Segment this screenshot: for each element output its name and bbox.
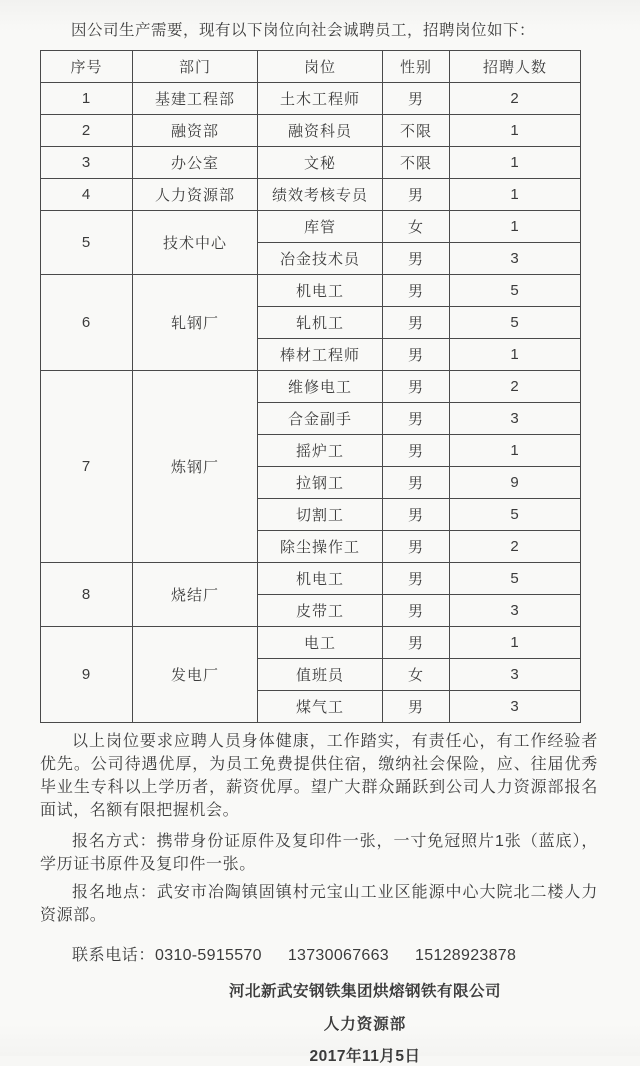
dept-cell: 办公室 bbox=[133, 147, 258, 179]
count-cell: 5 bbox=[450, 499, 581, 531]
post-cell: 维修电工 bbox=[258, 371, 383, 403]
header-cell: 招聘人数 bbox=[450, 51, 581, 83]
table-row bbox=[41, 275, 581, 307]
signature-dept: 人力资源部 bbox=[323, 1016, 407, 1033]
dept-cell: 技术中心 bbox=[133, 211, 258, 275]
dept-cell: 轧钢厂 bbox=[133, 275, 258, 371]
serial-cell: 9 bbox=[41, 627, 133, 723]
count-cell: 2 bbox=[450, 371, 581, 403]
dept-cell: 基建工程部 bbox=[133, 83, 258, 115]
gender-cell: 女 bbox=[383, 659, 450, 691]
serial-cell: 7 bbox=[41, 371, 133, 563]
dept-cell: 人力资源部 bbox=[133, 179, 258, 211]
gender-cell: 不限 bbox=[383, 115, 450, 147]
count-cell: 5 bbox=[450, 563, 581, 595]
post-cell: 库管 bbox=[258, 211, 383, 243]
post-cell: 值班员 bbox=[258, 659, 383, 691]
gender-cell: 男 bbox=[383, 275, 450, 307]
dept-cell: 融资部 bbox=[133, 115, 258, 147]
gender-cell: 女 bbox=[383, 211, 450, 243]
phone-number: 0310-5915570 bbox=[155, 947, 262, 964]
table-row bbox=[41, 115, 581, 147]
table-header-row bbox=[41, 51, 581, 83]
post-cell: 切割工 bbox=[258, 499, 383, 531]
table-row bbox=[41, 147, 581, 179]
serial-cell: 4 bbox=[41, 179, 133, 211]
gender-cell: 男 bbox=[383, 179, 450, 211]
count-cell: 1 bbox=[450, 339, 581, 371]
count-cell: 3 bbox=[450, 691, 581, 723]
post-cell: 拉钢工 bbox=[258, 467, 383, 499]
phone-number: 15128923878 bbox=[415, 947, 517, 964]
company-name: 河北新武安钢铁集团烘熔钢铁有限公司 bbox=[228, 983, 501, 1000]
dept-cell: 炼钢厂 bbox=[133, 371, 258, 563]
post-cell: 机电工 bbox=[258, 275, 383, 307]
post-cell: 土木工程师 bbox=[258, 83, 383, 115]
requirements-paragraph: 以上岗位要求应聘人员身体健康，工作踏实，有责任心，有工作经验者优先。公司待遇优厚，为员工免费提供住宿，缴纳社会保险，应、往届优秀毕业生专科以上学历者，薪资优厚。望广大群众踊跃到公司人力资源部报名面试，名额有限把握机会。 bbox=[40, 733, 598, 819]
serial-cell: 2 bbox=[41, 115, 133, 147]
count-cell: 3 bbox=[450, 403, 581, 435]
gender-cell: 男 bbox=[383, 499, 450, 531]
header-cell: 序号 bbox=[41, 51, 133, 83]
gender-cell: 男 bbox=[383, 339, 450, 371]
header-cell: 性别 bbox=[383, 51, 450, 83]
table-row bbox=[41, 627, 581, 659]
gender-cell: 男 bbox=[383, 627, 450, 659]
post-cell: 绩效考核专员 bbox=[258, 179, 383, 211]
post-cell: 棒材工程师 bbox=[258, 339, 383, 371]
header-cell: 岗位 bbox=[258, 51, 383, 83]
gender-cell: 男 bbox=[383, 307, 450, 339]
post-cell: 文秘 bbox=[258, 147, 383, 179]
post-cell: 融资科员 bbox=[258, 115, 383, 147]
recruitment-table bbox=[40, 50, 581, 723]
count-cell: 1 bbox=[450, 435, 581, 467]
table-row bbox=[41, 179, 581, 211]
post-cell: 皮带工 bbox=[258, 595, 383, 627]
contact-phone-label: 联系电话： bbox=[72, 947, 156, 964]
post-cell: 冶金技术员 bbox=[258, 243, 383, 275]
gender-cell: 男 bbox=[383, 243, 450, 275]
count-cell: 3 bbox=[450, 243, 581, 275]
gender-cell: 男 bbox=[383, 563, 450, 595]
gender-cell: 男 bbox=[383, 531, 450, 563]
count-cell: 1 bbox=[450, 147, 581, 179]
dept-cell: 烧结厂 bbox=[133, 563, 258, 627]
registration-location-paragraph: 报名地点：武安市冶陶镇固镇村元宝山工业区能源中心大院北二楼人力资源部。 bbox=[40, 884, 598, 924]
table-row bbox=[41, 563, 581, 595]
count-cell: 1 bbox=[450, 211, 581, 243]
post-cell: 除尘操作工 bbox=[258, 531, 383, 563]
registration-method-paragraph: 报名方式：携带身份证原件及复印件一张，一寸免冠照片1张（蓝底），学历证书原件及复印件一张。 bbox=[40, 833, 598, 873]
serial-cell: 1 bbox=[41, 83, 133, 115]
table-row bbox=[41, 83, 581, 115]
gender-cell: 不限 bbox=[383, 147, 450, 179]
post-cell: 合金副手 bbox=[258, 403, 383, 435]
count-cell: 3 bbox=[450, 595, 581, 627]
count-cell: 2 bbox=[450, 531, 581, 563]
serial-cell: 8 bbox=[41, 563, 133, 627]
count-cell: 1 bbox=[450, 179, 581, 211]
post-cell: 煤气工 bbox=[258, 691, 383, 723]
post-cell: 轧机工 bbox=[258, 307, 383, 339]
count-cell: 1 bbox=[450, 115, 581, 147]
count-cell: 5 bbox=[450, 275, 581, 307]
gender-cell: 男 bbox=[383, 371, 450, 403]
count-cell: 5 bbox=[450, 307, 581, 339]
header-cell: 部门 bbox=[133, 51, 258, 83]
post-cell: 电工 bbox=[258, 627, 383, 659]
signature-date: 2017年11月5日 bbox=[309, 1048, 421, 1065]
intro-paragraph: 因公司生产需要，现有以下岗位向社会诚聘员工，招聘岗位如下： bbox=[71, 22, 536, 39]
table-body bbox=[41, 83, 581, 723]
serial-cell: 6 bbox=[41, 275, 133, 371]
gender-cell: 男 bbox=[383, 83, 450, 115]
gender-cell: 男 bbox=[383, 467, 450, 499]
table-row bbox=[41, 211, 581, 243]
contact-phone-line bbox=[40, 944, 598, 967]
phone-number: 13730067663 bbox=[287, 947, 390, 964]
serial-cell: 3 bbox=[41, 147, 133, 179]
count-cell: 3 bbox=[450, 659, 581, 691]
gender-cell: 男 bbox=[383, 691, 450, 723]
count-cell: 9 bbox=[450, 467, 581, 499]
serial-cell: 5 bbox=[41, 211, 133, 275]
signature-block bbox=[200, 979, 530, 1066]
count-cell: 2 bbox=[450, 83, 581, 115]
gender-cell: 男 bbox=[383, 403, 450, 435]
gender-cell: 男 bbox=[383, 595, 450, 627]
notes-section bbox=[40, 730, 598, 927]
table-row bbox=[41, 371, 581, 403]
gender-cell: 男 bbox=[383, 435, 450, 467]
count-cell: 1 bbox=[450, 627, 581, 659]
post-cell: 摇炉工 bbox=[258, 435, 383, 467]
dept-cell: 发电厂 bbox=[133, 627, 258, 723]
post-cell: 机电工 bbox=[258, 563, 383, 595]
